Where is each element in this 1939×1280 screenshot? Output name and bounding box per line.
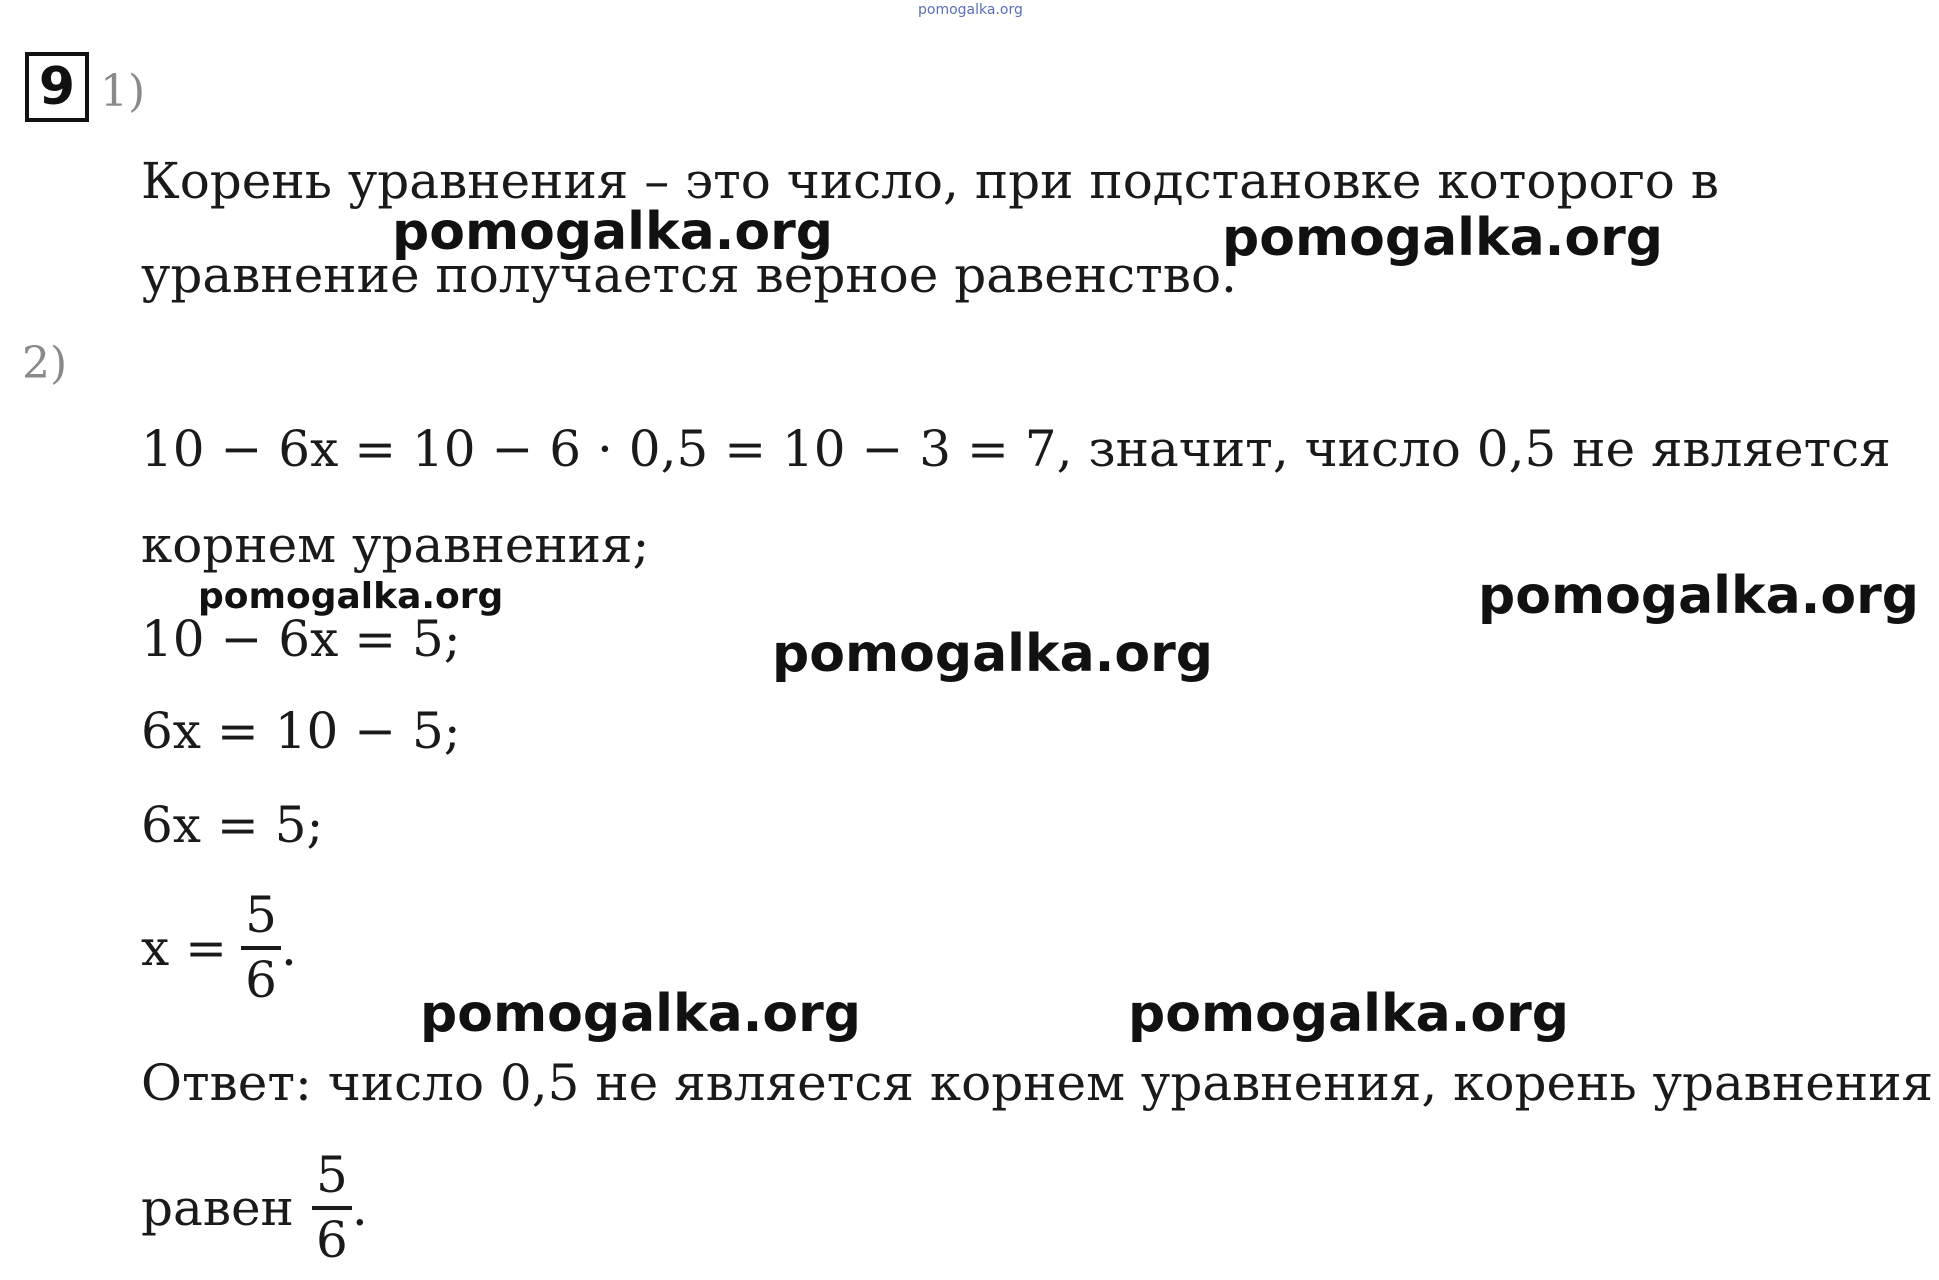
equation-4-lhs: x = [141,919,227,977]
equation-4 [141,888,297,1008]
watermark-d: pomogalka.org [1478,566,1920,626]
task-number: 9 [38,57,76,117]
answer-fraction-bar [312,1206,352,1210]
watermark-b: pomogalka.org [1222,208,1664,268]
watermark-f: pomogalka.org [420,984,862,1044]
task-number-box [25,52,89,122]
answer-period: . [351,1179,368,1237]
answer-fraction [312,1148,352,1268]
equation-3: 6x = 5; [141,796,324,854]
equation-2: 6x = 10 − 5; [141,702,461,760]
top-watermark: pomogalka.org [918,2,1023,18]
definition-line-1: Корень уравнения – это число, при подстановке которого в [141,152,1719,210]
answer-line-2 [141,1148,368,1268]
fraction-denominator: 6 [245,951,277,1009]
watermark-c: pomogalka.org [198,576,504,617]
fraction-bar [241,946,281,950]
fraction-numerator: 5 [245,886,277,944]
check-line-1: 10 − 6x = 10 − 6 · 0,5 = 10 − 3 = 7, значит, число 0,5 не является [141,420,1891,478]
equation-1: 10 − 6x = 5; [141,610,461,668]
equation-4-period: . [281,919,297,977]
answer-denominator: 6 [315,1211,348,1269]
check-line-2: корнем уравнения; [141,516,650,574]
answer-prefix: равен [141,1179,294,1237]
watermark-g: pomogalka.org [1128,984,1570,1044]
watermark-e: pomogalka.org [772,624,1214,684]
watermark-a: pomogalka.org [392,202,834,262]
part-2-label: 2) [22,338,68,389]
answer-numerator: 5 [315,1146,348,1204]
fraction-five-sixths [241,888,281,1008]
definition-line-2: уравнение получается верное равенство. [141,246,1237,304]
answer-line-1: Ответ: число 0,5 не является корнем уравнения, корень уравнения [141,1054,1934,1112]
part-1-label: 1) [100,66,146,117]
